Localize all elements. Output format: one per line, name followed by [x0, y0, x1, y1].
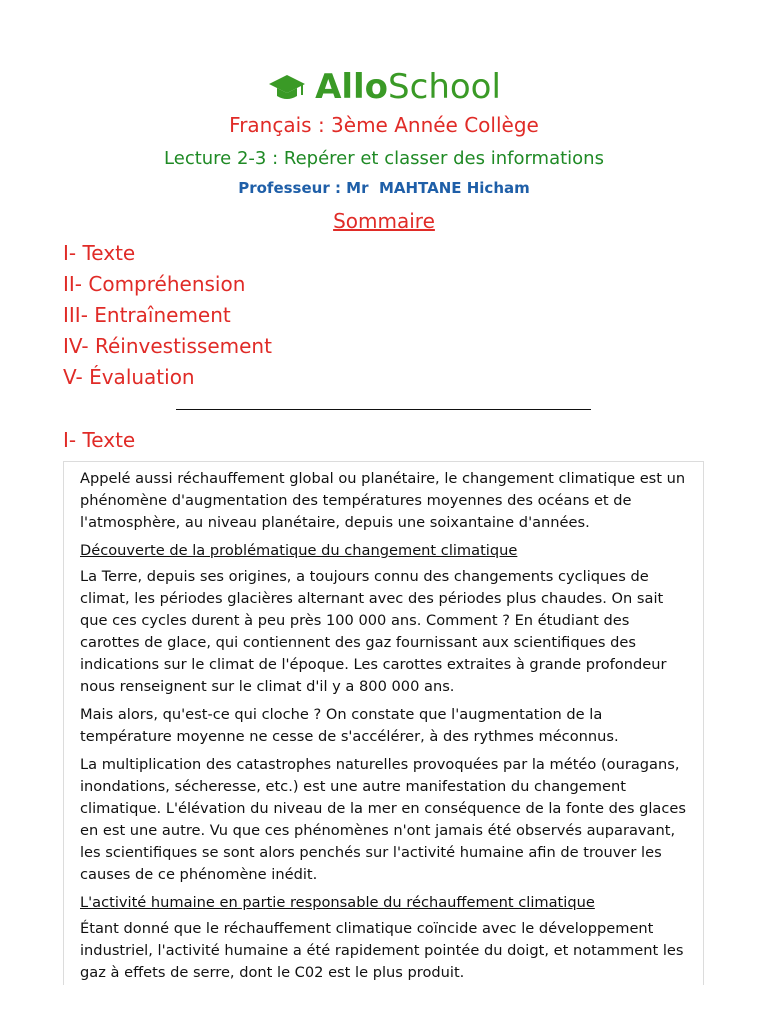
professor-name: Professeur : Mr MAHTANE Hicham	[238, 179, 530, 197]
alloschool-logo[interactable]	[0, 64, 768, 110]
section-title: I- Texte	[63, 428, 136, 452]
text-paragraph: Appelé aussi réchauffement global ou planétaire, le changement climatique est un phénomène d'augmentation des températures moyennes des océans et de l'atmosphère, au niveau planétaire, depuis une soixantaine d'années.	[80, 470, 686, 531]
text-paragraph: La multiplication des catastrophes naturelles provoquées par la météo (ouragans, inondations, sécheresse, etc.) est une autre manifestation du changement climatique. L'élévation du niveau de la mer en conséquence de la fonte des glaces en est une autre. Vu que ces phénomènes n'ont jamais été observés auparavant, les scientifiques se sont alors penchés sur l'activité humaine afin de trouver les causes de ce phénomène inédit.	[80, 756, 686, 883]
logo-text: AlloSchool	[315, 67, 501, 107]
divider	[176, 409, 591, 410]
summary-item-texte[interactable]: I- Texte	[63, 241, 136, 265]
summary-item-comprehension[interactable]: II- Compréhension	[63, 272, 246, 296]
graduation-cap-icon	[267, 67, 307, 107]
text-paragraph: Mais alors, qu'est-ce qui cloche ? On constate que l'augmentation de la température moyenne ne cesse de s'accélérer, à des rythmes méconnus.	[80, 706, 619, 745]
summary-item-evaluation[interactable]: V- Évaluation	[63, 365, 195, 389]
text-paragraph: Étant donné que le réchauffement climatique coïncide avec le développement industriel, l'activité humaine a été rapidement pointée du doigt, et notamment les gaz à effets de serre, dont le C02 est le plus produit.	[80, 920, 684, 981]
text-box	[63, 461, 704, 985]
summary-title: Sommaire	[333, 209, 435, 233]
text-subheading: L'activité humaine en partie responsable du réchauffement climatique	[80, 894, 595, 911]
summary-item-entrainement[interactable]: III- Entraînement	[63, 303, 231, 327]
text-subheading: Découverte de la problématique du changement climatique	[80, 542, 518, 559]
subject-title: Français : 3ème Année Collège	[229, 113, 539, 137]
text-paragraph: La Terre, depuis ses origines, a toujours connu des changements cycliques de climat, les périodes glacières alternant avec des périodes plus chaudes. On sait que ces cycles durent à peu près 100 000 ans. Comment ? En étudiant des carottes de glace, qui contiennent des gaz fournissant aux scientifiques des indications sur le climat de l'époque. Les carottes extraites à grande profondeur nous renseignent sur le climat d'il y a 800 000 ans.	[80, 568, 667, 695]
summary-item-reinvestissement[interactable]: IV- Réinvestissement	[63, 334, 272, 358]
lecture-title: Lecture 2-3 : Repérer et classer des informations	[164, 148, 604, 169]
summary-list	[63, 238, 272, 393]
